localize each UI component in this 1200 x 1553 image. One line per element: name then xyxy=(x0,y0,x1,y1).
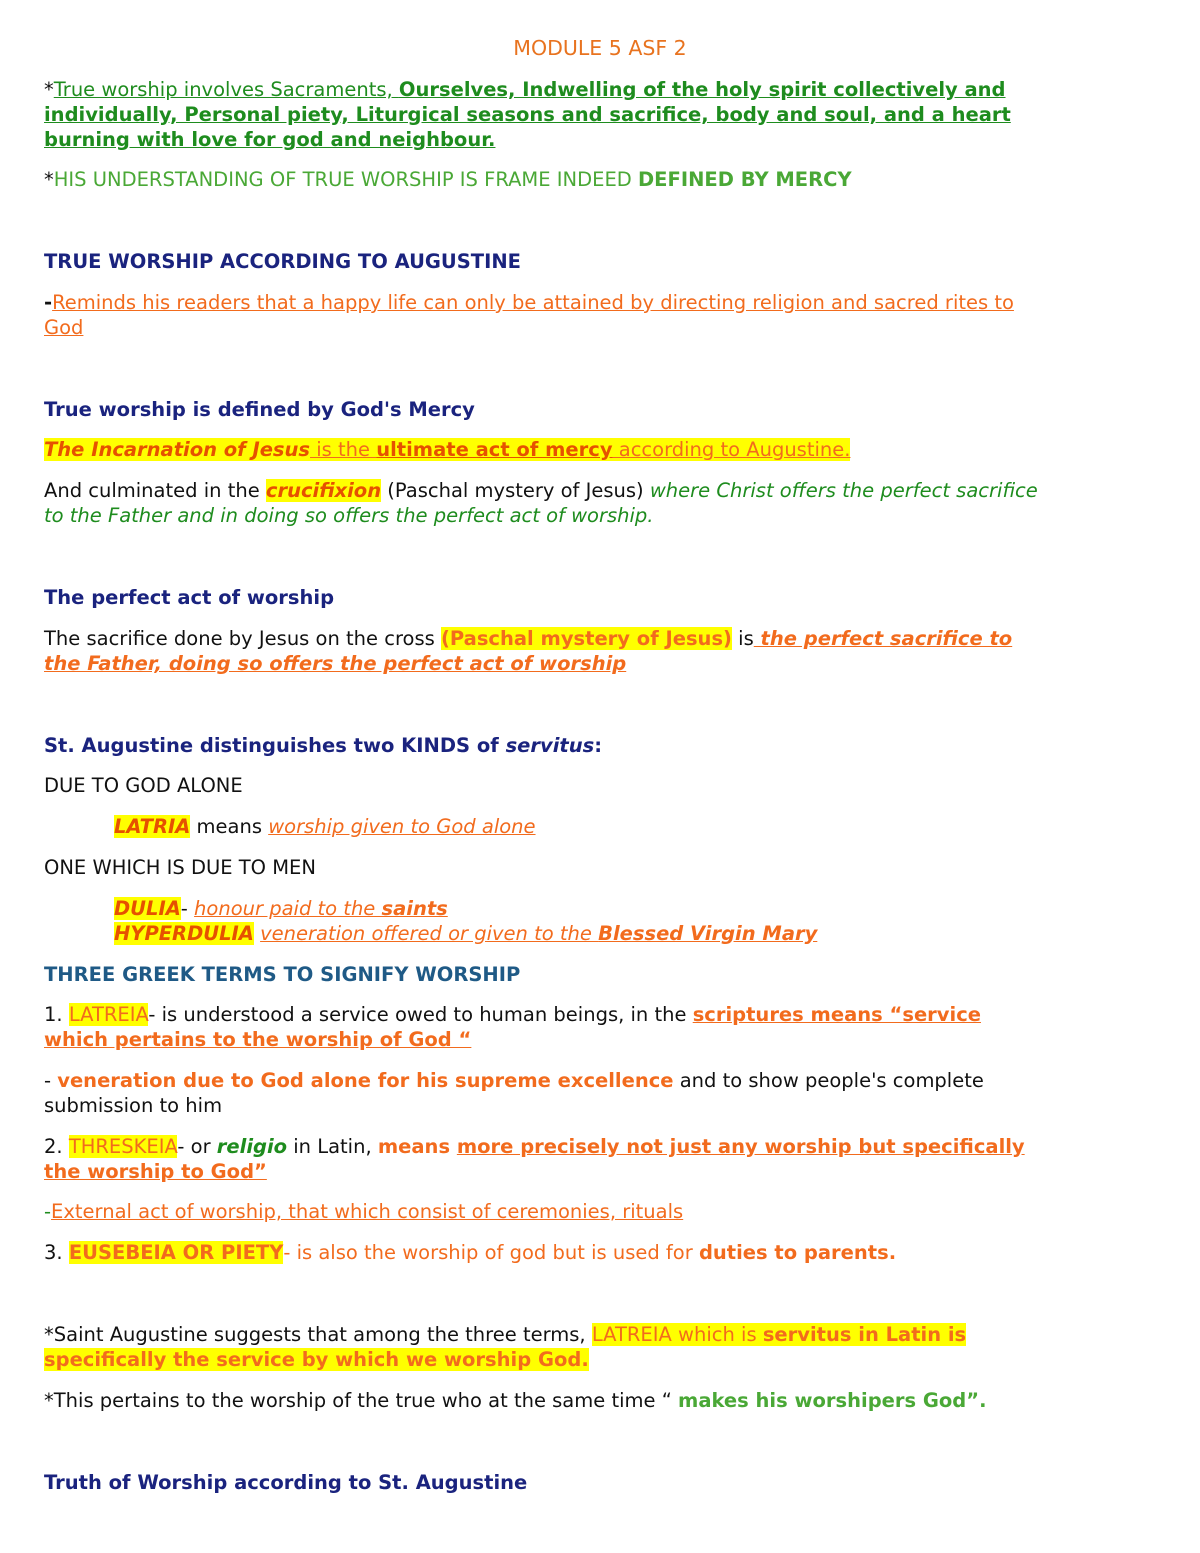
closing-servitus: servitus in Latin is xyxy=(762,1323,967,1346)
closing-line-1 xyxy=(44,1322,966,1347)
closing-line-2 xyxy=(44,1347,589,1372)
heading-two-kinds-servitus xyxy=(44,733,602,758)
crucifixion-paren: (Paschal mystery of Jesus) xyxy=(381,479,650,502)
perfect-act-line-1 xyxy=(44,626,1012,651)
document-title: MODULE 5 ASF 2 xyxy=(513,36,687,60)
eusebeia-line xyxy=(44,1240,896,1265)
closing-line-3 xyxy=(44,1388,987,1413)
perfect-act-lead: The sacrifice done by Jesus on the cross xyxy=(44,627,441,650)
heading-defined-by-mercy: True worship is defined by God's Mercy xyxy=(44,398,475,421)
intro-line-2 xyxy=(44,102,1011,127)
in-latin: in Latin, xyxy=(287,1135,378,1158)
closing-service-text: specifically the service by which we worship God. xyxy=(44,1348,589,1371)
crucifixion-italic-1: where Christ offers the perfect sacrifice xyxy=(649,479,1038,502)
perfect-act-line-2 xyxy=(44,651,626,676)
heading-colon: : xyxy=(594,734,603,757)
latria-term: LATRIA xyxy=(114,815,191,838)
dash: - xyxy=(44,1200,52,1223)
latreia-term: LATREIA xyxy=(68,1003,149,1026)
hyperdulia-definition: veneration offered or given to the xyxy=(260,922,599,945)
term-number-2: 2. xyxy=(44,1135,69,1158)
latreia-scriptures: scriptures means “service xyxy=(692,1003,981,1026)
crucifixion-italic-2: to the Father and in doing so offers the perfect act of worship. xyxy=(44,504,654,527)
threskeia-term: THRESKEIA xyxy=(68,1135,178,1158)
term-number-1: 1. xyxy=(44,1003,69,1026)
crucifixion-line xyxy=(44,478,1038,503)
due-to-men-label: ONE WHICH IS DUE TO MEN xyxy=(44,856,316,879)
hyperdulia-line xyxy=(114,921,817,946)
incarnation-bold: ultimate act of mercy xyxy=(376,438,613,461)
dulia-line xyxy=(114,896,448,921)
heading-perfect-act: The perfect act of worship xyxy=(44,586,335,609)
latreia-text: - is understood a service owed to human beings, in the xyxy=(148,1003,693,1026)
religio-word: religio xyxy=(216,1135,288,1158)
intro-bold-text-3: burning with love for god and neighbour. xyxy=(44,128,496,151)
dash: - xyxy=(44,291,53,314)
bullet-star: * xyxy=(44,168,54,191)
crucifixion-lead: And culminated in the xyxy=(44,479,266,502)
section1-text-1: Reminds his readers that a happy life can only be attained by directing religion and sacred rites to xyxy=(52,291,1014,314)
section1-line-1 xyxy=(44,290,1014,315)
threskeia-def-1: more precisely not just any worship but specifically xyxy=(456,1135,1025,1158)
closing-pertains: *This pertains to the worship of the true who at the same time “ xyxy=(44,1389,678,1412)
closing-lead: *Saint Augustine suggests that among the three terms, xyxy=(44,1323,592,1346)
intro-line-3 xyxy=(44,127,495,152)
perfect-act-is: is xyxy=(731,627,754,650)
heading-truth-of-worship: Truth of Worship according to St. Augustine xyxy=(44,1471,528,1494)
closing-which-is: which is xyxy=(671,1323,763,1346)
eusebeia-is: - is xyxy=(283,1241,319,1264)
threskeia-line-1 xyxy=(44,1134,1025,1159)
dulia-definition: honour paid to the xyxy=(194,897,382,920)
veneration-line-1 xyxy=(44,1068,984,1093)
due-to-god-label: DUE TO GOD ALONE xyxy=(44,774,243,797)
latreia-line-1 xyxy=(44,1002,981,1027)
latreia-line-2 xyxy=(44,1027,471,1052)
incarnation-term: The Incarnation of Jesus xyxy=(44,438,311,461)
veneration-text: and to show people's complete xyxy=(673,1069,984,1092)
latreia-scriptures-2: which pertains to the worship of God “ xyxy=(44,1028,472,1051)
intro-mercy-line xyxy=(44,167,852,192)
heading-servitus-word: servitus xyxy=(505,734,595,757)
crucifixion-line-2 xyxy=(44,503,653,528)
external-act-line xyxy=(44,1199,683,1224)
heading-true-worship-augustine: TRUE WORSHIP ACCORDING TO AUGUSTINE xyxy=(44,250,521,273)
intro-mercy-bold: DEFINED BY MERCY xyxy=(638,168,852,191)
veneration-line-2: submission to him xyxy=(44,1094,223,1117)
latria-definition: worship given to God alone xyxy=(268,815,536,838)
intro-bold-text-2: individually, Personal piety, Liturgical seasons and sacrifice, body and soul, and a heart xyxy=(44,103,1011,126)
eusebeia-term: EUSEBEIA OR PIETY xyxy=(68,1241,284,1264)
perfect-sacrifice-text-2: the Father, doing so offers the perfect act of worship xyxy=(44,652,627,675)
threskeia-line-2 xyxy=(44,1159,267,1184)
closing-worshipers: makes his worshipers God”. xyxy=(678,1389,987,1412)
eusebeia-parents: duties to parents. xyxy=(698,1241,897,1264)
term-number-3: 3. xyxy=(44,1241,69,1264)
eusebeia-text: also the worship of god but is used for xyxy=(318,1241,699,1264)
section1-text-2: God xyxy=(44,316,84,339)
incarnation-text-1: is the xyxy=(310,438,377,461)
intro-sacraments-text: True worship involves Sacraments, xyxy=(53,78,399,101)
intro-bold-text-1: Ourselves, Indwelling of the holy spirit collectively and xyxy=(398,78,1006,101)
crucifixion-term: crucifixion xyxy=(265,479,382,502)
threskeia-means: means xyxy=(377,1135,457,1158)
incarnation-line xyxy=(44,437,850,462)
dulia-term: DULIA xyxy=(114,897,181,920)
hyperdulia-mary: Blessed Virgin Mary xyxy=(598,922,818,945)
intro-line-1 xyxy=(44,77,1006,102)
external-act-text: External act of worship, that which consist of ceremonies, rituals xyxy=(51,1200,684,1223)
section1-line-2 xyxy=(44,315,83,340)
threskeia-or: - or xyxy=(177,1135,217,1158)
dulia-saints: saints xyxy=(381,897,448,920)
heading-three-greek-terms: THREE GREEK TERMS TO SIGNIFY WORSHIP xyxy=(44,963,521,986)
veneration-bold: veneration due to God alone for his supreme excellence xyxy=(57,1069,674,1092)
paschal-mystery-term: (Paschal mystery of Jesus) xyxy=(440,627,732,650)
threskeia-def-2: the worship to God” xyxy=(44,1160,267,1183)
dulia-dash: - xyxy=(180,897,195,920)
incarnation-text-2: according to Augustine. xyxy=(612,438,851,461)
perfect-sacrifice-text-1: the perfect sacrifice to xyxy=(753,627,1013,650)
latria-means: means xyxy=(190,815,269,838)
hyperdulia-term: HYPERDULIA xyxy=(114,922,254,945)
dash: - xyxy=(44,1069,58,1092)
closing-latreia: LATREIA xyxy=(591,1323,672,1346)
bullet-star: * xyxy=(44,78,54,101)
latria-line xyxy=(114,814,536,839)
heading-two-kinds-text: St. Augustine distinguishes two KINDS of xyxy=(44,734,506,757)
intro-mercy-text: HIS UNDERSTANDING OF TRUE WORSHIP IS FRAME INDEED xyxy=(53,168,638,191)
